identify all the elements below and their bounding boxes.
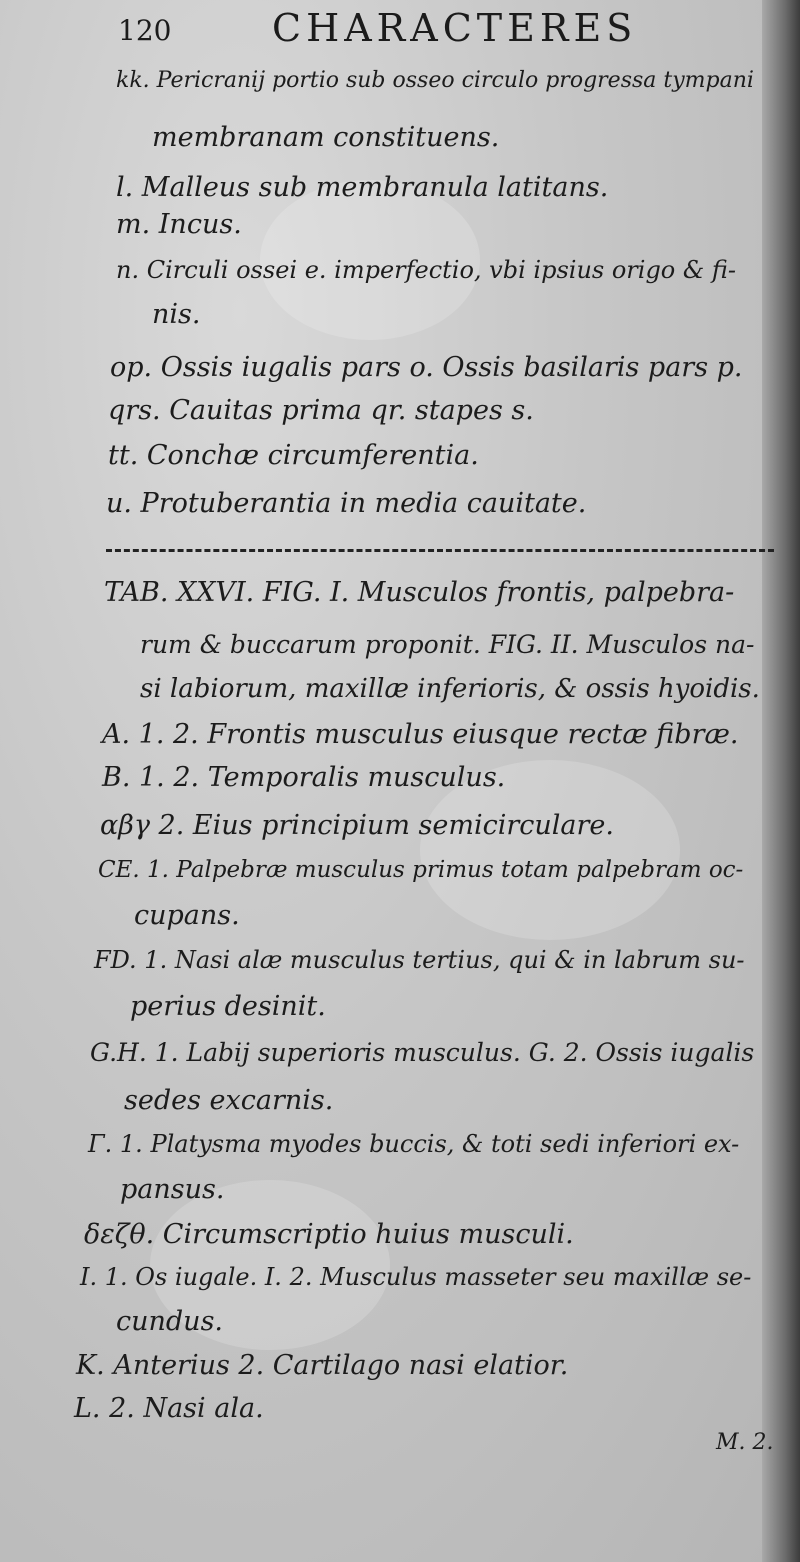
text-line: cundus. [116, 1306, 224, 1337]
text-line: cupans. [134, 900, 240, 931]
text-line: δεζθ. Circumscriptio huius musculi. [84, 1219, 574, 1250]
text-line: TAB. XXVI. FIG. I. Musculos frontis, palpebra- [104, 577, 735, 608]
text-line: A. 1. 2. Frontis musculus eiusque rectæ fibræ. [102, 719, 739, 750]
text-line: tt. Conchæ circumferentia. [108, 440, 479, 471]
text-line: B. 1. 2. Temporalis musculus. [102, 762, 506, 793]
section-divider [106, 549, 774, 552]
text-line: K. Anterius 2. Cartilago nasi elatior. [76, 1350, 569, 1381]
text-line: L. 2. Nasi ala. [74, 1393, 264, 1424]
text-line: G.H. 1. Labij superioris musculus. G. 2. Ossis iugalis [90, 1038, 755, 1067]
text-line: u. Protuberantia in media cauitate. [106, 488, 587, 519]
text-line: n. Circuli ossei e. imperfectio, vbi ipsius origo & fi- [116, 256, 736, 284]
text-line: qrs. Cauitas prima qr. stapes s. [108, 395, 534, 426]
running-title: CHARACTERES [272, 6, 638, 50]
text-line: kk. Pericranij portio sub osseo circulo progressa tympani [116, 68, 754, 93]
page-number: 120 [118, 14, 172, 47]
text-line: perius desinit. [130, 991, 326, 1022]
page-gutter [762, 0, 800, 1562]
text-line: l. Malleus sub membranula latitans. [116, 172, 609, 203]
text-line: I. 1. Os iugale. I. 2. Musculus masseter seu maxillæ se- [80, 1263, 752, 1291]
text-line: op. Ossis iugalis pars o. Ossis basilaris pars p. [110, 352, 743, 383]
text-line: si labiorum, maxillæ inferioris, & ossis hyoidis. [140, 674, 760, 704]
text-line: sedes excarnis. [124, 1085, 334, 1116]
text-line: m. Incus. [116, 209, 242, 240]
text-line: rum & buccarum proponit. FIG. II. Musculos na- [140, 630, 755, 659]
text-line: membranam constituens. [152, 122, 500, 153]
catchword: M. 2. [716, 1430, 774, 1455]
text-line: αβγ 2. Eius principium semicirculare. [100, 810, 614, 841]
text-line: nis. [152, 299, 201, 330]
text-line: FD. 1. Nasi alæ musculus tertius, qui & in labrum su- [94, 946, 745, 974]
text-line: CE. 1. Palpebræ musculus primus totam palpebram oc- [98, 857, 744, 883]
text-line: Γ. 1. Platysma myodes buccis, & toti sedi inferiori ex- [88, 1130, 740, 1158]
text-line: pansus. [120, 1174, 225, 1205]
